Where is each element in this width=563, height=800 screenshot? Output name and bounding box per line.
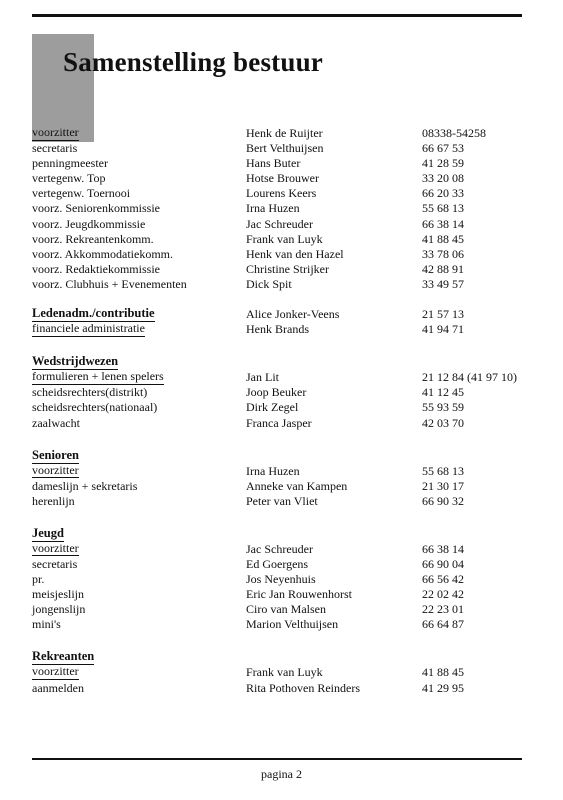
person-name: Dirk Zegel <box>246 400 299 415</box>
person-name: Dick Spit <box>246 276 292 291</box>
role-label: vertegenw. Toernooi <box>32 186 131 201</box>
rekreanten-rows <box>32 665 532 695</box>
contact-row <box>32 587 532 602</box>
phone-number: 22 02 42 <box>422 587 464 602</box>
role-label: zaalwacht <box>32 415 80 430</box>
contact-list <box>32 126 532 696</box>
contact-row <box>32 247 532 262</box>
role-label: secretaris <box>32 141 78 156</box>
contact-row <box>32 557 532 572</box>
person-name: Jac Schreuder <box>246 216 313 231</box>
contact-row <box>32 681 532 696</box>
person-name: Eric Jan Rouwenhorst <box>246 587 352 602</box>
contact-row <box>32 416 532 431</box>
person-name: Irna Huzen <box>246 463 300 478</box>
contact-row <box>32 141 532 156</box>
person-name: Ed Goergens <box>246 556 309 571</box>
phone-number: 41 88 45 <box>422 665 464 680</box>
phone-number: 66 90 04 <box>422 556 464 571</box>
wedstrijdwezen-rows <box>32 370 532 430</box>
person-name: Henk van den Hazel <box>246 246 344 261</box>
section-heading-wedstrijdwezen: Wedstrijdwezen <box>32 354 119 369</box>
role-label: voorzitter <box>32 125 79 139</box>
role-label: dameslijn + sekretaris <box>32 478 138 493</box>
person-name: Irna Huzen <box>246 201 300 216</box>
section-heading-senioren: Senioren <box>32 447 79 462</box>
contact-row <box>32 126 532 141</box>
role-label: scheidsrechters(distrikt) <box>32 385 148 400</box>
role-label: secretaris <box>32 556 78 571</box>
phone-number: 66 90 32 <box>422 493 464 508</box>
role-label: pr. <box>32 572 45 587</box>
phone-number: 33 78 06 <box>422 246 464 261</box>
person-name: Marion Velthuijsen <box>246 617 339 632</box>
role-label: formulieren + lenen spelers <box>32 369 164 384</box>
phone-number: 66 67 53 <box>422 141 464 156</box>
person-name: Franca Jasper <box>246 415 312 430</box>
person-name: Henk de Ruijter <box>246 126 323 140</box>
contact-row <box>32 201 532 216</box>
phone-number: 66 56 42 <box>422 572 464 587</box>
role-label: financiele administratie <box>32 321 145 336</box>
contact-row <box>32 262 532 277</box>
person-name: Christine Strijker <box>246 261 329 276</box>
phone-number: 55 93 59 <box>422 400 464 415</box>
section-senioren <box>32 446 532 509</box>
phone-number: 66 20 33 <box>422 186 464 201</box>
role-label: meisjeslijn <box>32 587 84 602</box>
role-label: voorz. Seniorenkommissie <box>32 201 160 216</box>
section-rekreanten <box>32 647 532 695</box>
person-name: Jan Lit <box>246 370 279 385</box>
phone-number: 41 29 95 <box>422 680 464 695</box>
person-name: Hans Buter <box>246 156 301 171</box>
role-label: vertegenw. Top <box>32 171 106 186</box>
contact-row <box>32 572 532 587</box>
phone-number: 41 12 45 <box>422 385 464 400</box>
phone-number: 66 38 14 <box>422 216 464 231</box>
page-title: Samenstelling bestuur <box>63 47 323 77</box>
contact-row <box>32 617 532 632</box>
phone-number: 55 68 13 <box>422 463 464 478</box>
section-ledenadministratie <box>32 307 532 337</box>
section-heading-rekreanten: Rekreanten <box>32 649 95 664</box>
person-name: Joop Beuker <box>246 385 307 400</box>
role-label: voorz. Rekreantenkomm. <box>32 231 154 246</box>
role-label: voorzitter <box>32 462 79 477</box>
person-name: Peter van Vliet <box>246 493 318 508</box>
role-label: penningmeester <box>32 156 108 171</box>
section-bestuur <box>32 126 532 292</box>
phone-number: 41 94 71 <box>422 322 464 337</box>
person-name: Rita Pothoven Reinders <box>246 680 360 695</box>
role-label: voorzitter <box>32 664 79 679</box>
contact-row <box>32 494 532 509</box>
bottom-rule <box>32 758 522 760</box>
person-name: Frank van Luyk <box>246 665 323 680</box>
phone-number: 41 88 45 <box>422 231 464 246</box>
contact-row <box>32 400 532 415</box>
contact-row <box>32 186 532 201</box>
contact-row <box>32 171 532 186</box>
bestuur-rows <box>32 126 532 292</box>
section-jeugd <box>32 524 532 633</box>
contact-row <box>32 277 532 292</box>
contact-row <box>32 156 532 171</box>
phone-number: 66 38 14 <box>422 541 464 556</box>
person-name: Bert Velthuijsen <box>246 141 324 156</box>
role-label: voorz. Akkommodatiekomm. <box>32 246 173 261</box>
phone-number: 42 88 91 <box>422 261 464 276</box>
top-rule <box>32 14 522 17</box>
contact-row <box>32 542 532 557</box>
phone-number: 33 20 08 <box>422 171 464 186</box>
phone-number: 22 23 01 <box>422 602 464 617</box>
contact-row <box>32 385 532 400</box>
page-number: pagina 2 <box>261 767 302 781</box>
senioren-rows <box>32 464 532 509</box>
role-label: aanmelden <box>32 680 84 695</box>
role-label: voorzitter <box>32 540 79 555</box>
role-label: Ledenadm./contributie <box>32 306 155 321</box>
person-name: Jac Schreuder <box>246 541 313 556</box>
phone-number: 21 30 17 <box>422 478 464 493</box>
person-name: Ciro van Malsen <box>246 602 326 617</box>
phone-number: 33 49 57 <box>422 276 464 291</box>
role-label: mini's <box>32 617 61 632</box>
person-name: Henk Brands <box>246 322 309 337</box>
contact-row <box>32 479 532 494</box>
contact-row <box>32 322 532 337</box>
contact-row <box>32 307 532 322</box>
section-heading-jeugd: Jeugd <box>32 525 64 540</box>
role-label: voorz. Redaktiekommissie <box>32 261 160 276</box>
phone-number: 41 28 59 <box>422 156 464 171</box>
contact-row <box>32 464 532 479</box>
role-label: scheidsrechters(nationaal) <box>32 400 158 415</box>
phone-number: 42 03 70 <box>422 415 464 430</box>
role-label: jongenslijn <box>32 602 86 617</box>
contact-row <box>32 232 532 247</box>
contact-row <box>32 370 532 385</box>
jeugd-rows <box>32 542 532 633</box>
role-label: voorz. Jeugdkommissie <box>32 216 146 231</box>
person-name: Hotse Brouwer <box>246 171 319 186</box>
phone-number: 55 68 13 <box>422 201 464 216</box>
phone-number: 66 64 87 <box>422 617 464 632</box>
person-name: Jos Neyenhuis <box>246 572 316 587</box>
phone-number: 21 12 84 (41 97 10) <box>422 370 517 385</box>
contact-row <box>32 217 532 232</box>
phone-number: 08338-54258 <box>422 126 486 140</box>
contact-row <box>32 602 532 617</box>
person-name: Alice Jonker-Veens <box>246 307 340 322</box>
ledenadm-rows <box>32 307 532 337</box>
phone-number: 21 57 13 <box>422 307 464 322</box>
role-label: herenlijn <box>32 493 75 508</box>
contact-row <box>32 665 532 680</box>
role-label: voorz. Clubhuis + Evenementen <box>32 276 187 291</box>
person-name: Anneke van Kampen <box>246 478 348 493</box>
section-wedstrijdwezen <box>32 352 532 430</box>
person-name: Frank van Luyk <box>246 231 323 246</box>
person-name: Lourens Keers <box>246 186 317 201</box>
